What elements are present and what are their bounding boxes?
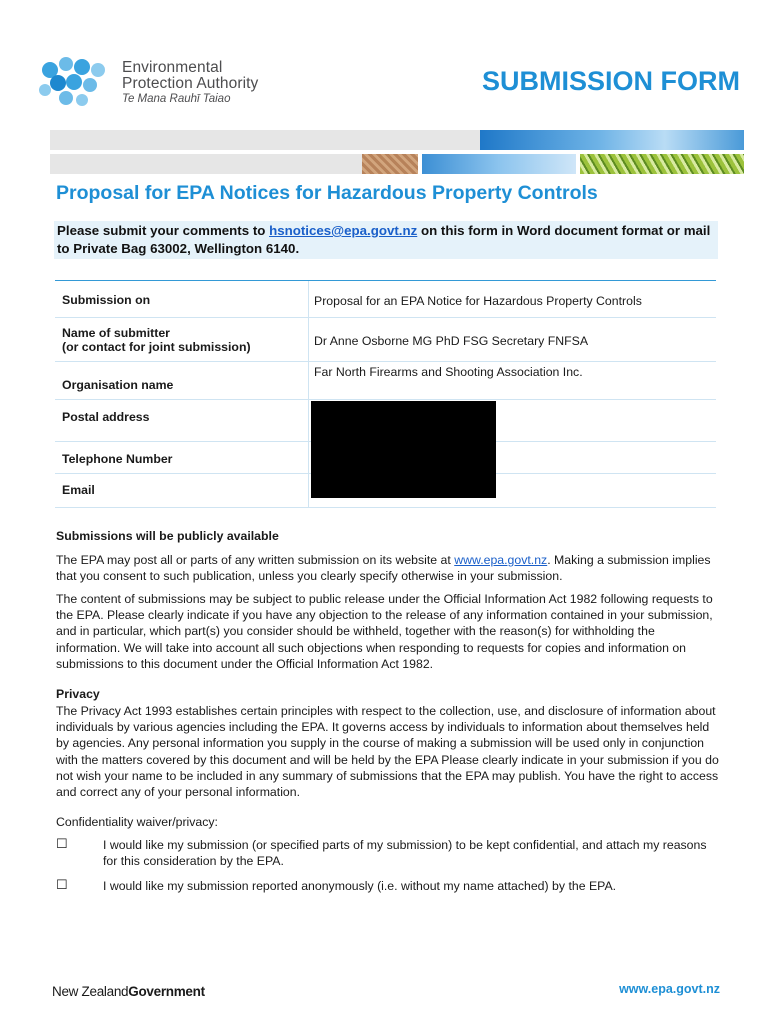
privacy-paragraph: The Privacy Act 1993 establishes certain principles with respect to the collection, use, and disclosure of information about individuals by various agencies including the EPA. It governs access by individuals to information about themselves held by agencies. Any personal information you supply in the course of making a submission will be used only in conjunction with the matters covered by this document and will be held by the EPA Please clearly indicate in your submission if you do not wish your name to be included in any summary of submissions that the EPA may publish. You have the right to access and correct any of your personal information. (56, 704, 719, 800)
organisation-value[interactable]: Far North Firearms and Shooting Association Inc. (314, 365, 583, 379)
banner-sand-image (362, 154, 418, 174)
submitter-details-table (55, 280, 716, 508)
logo-text-line2: Protection Authority (122, 75, 259, 92)
epa-website-link[interactable]: www.epa.govt.nz (454, 553, 548, 567)
submitter-label-sub: (or contact for joint submission) (62, 340, 251, 354)
header-banner (50, 130, 744, 176)
anonymous-checkbox[interactable]: ☐ (56, 877, 68, 892)
public-paragraph-2: The content of submissions may be subject to public release under the Official Information Act 1982 following requests to the EPA. Please clearly indicate if you have any objection to the release of any information contained in your submission, and in particular, which part(s) you consider should be withheld, together with the reason(s) for withholding the information. We will take into account all such objections when responding to requests for copies and information on submissions to this document under the Official Information Act 1982. (56, 592, 713, 671)
public-heading: Submissions will be publicly available (56, 529, 279, 543)
table-row-submitter (55, 318, 716, 362)
banner-fern-image (580, 154, 744, 174)
epa-logo (36, 56, 286, 112)
epa-dots-icon (36, 56, 116, 112)
form-title: SUBMISSION FORM (481, 66, 740, 96)
banner-gray-bar-bottom (50, 154, 362, 174)
banner-water-image (422, 154, 576, 174)
redaction-block (311, 401, 496, 498)
anonymous-option-text: I would like my submission reported anonymously (i.e. without my name attached) by the EPA. (103, 879, 617, 893)
submission-email-link[interactable]: hsnotices@epa.govt.nz (269, 223, 418, 238)
privacy-heading: Privacy (56, 687, 100, 701)
confidential-option-text: I would like my submission (or specified parts of my submission) to be kept confidential, and attach my reasons for this consideration by the EPA. (103, 838, 707, 869)
submission-on-label: Submission on (62, 293, 151, 307)
logo-text-line3: Te Mana Rauhī Taiao (122, 93, 231, 105)
email-label: Email (62, 483, 95, 497)
submission-on-value[interactable]: Proposal for an EPA Notice for Hazardous Property Controls (314, 294, 642, 308)
public-paragraph-1: The EPA may post all or parts of any written submission on its website at www.epa.govt.nz. Making a submission implies that you consent to such publication, unless you clearly specify otherwise in your submission. (56, 553, 711, 584)
submitter-value[interactable]: Dr Anne Osborne MG PhD FSG Secretary FNFSA (314, 334, 589, 348)
confidential-checkbox[interactable]: ☐ (56, 836, 68, 851)
intro-instructions (54, 221, 718, 259)
submitter-label: Name of submitter (62, 326, 170, 340)
confidentiality-label: Confidentiality waiver/privacy: (56, 815, 218, 829)
nz-government-logo: New ZealandGovernment (52, 984, 205, 999)
footer-website-link[interactable]: www.epa.govt.nz (619, 982, 720, 996)
table-row-organisation (55, 362, 716, 400)
table-row-submission-on (55, 281, 716, 318)
telephone-label: Telephone Number (62, 452, 173, 466)
organisation-label: Organisation name (62, 378, 174, 392)
document-title: Proposal for EPA Notices for Hazardous Property Controls (56, 182, 598, 204)
logo-text-line1: Environmental (122, 59, 223, 76)
postal-address-label: Postal address (62, 410, 150, 424)
banner-gray-bar-top (50, 130, 480, 150)
intro-text-after: on this form in Word document format or mail to Private Bag 63002, Wellington 6140. (57, 223, 711, 256)
banner-sky-image (480, 130, 744, 150)
intro-text-before: Please submit your comments to (57, 223, 270, 238)
